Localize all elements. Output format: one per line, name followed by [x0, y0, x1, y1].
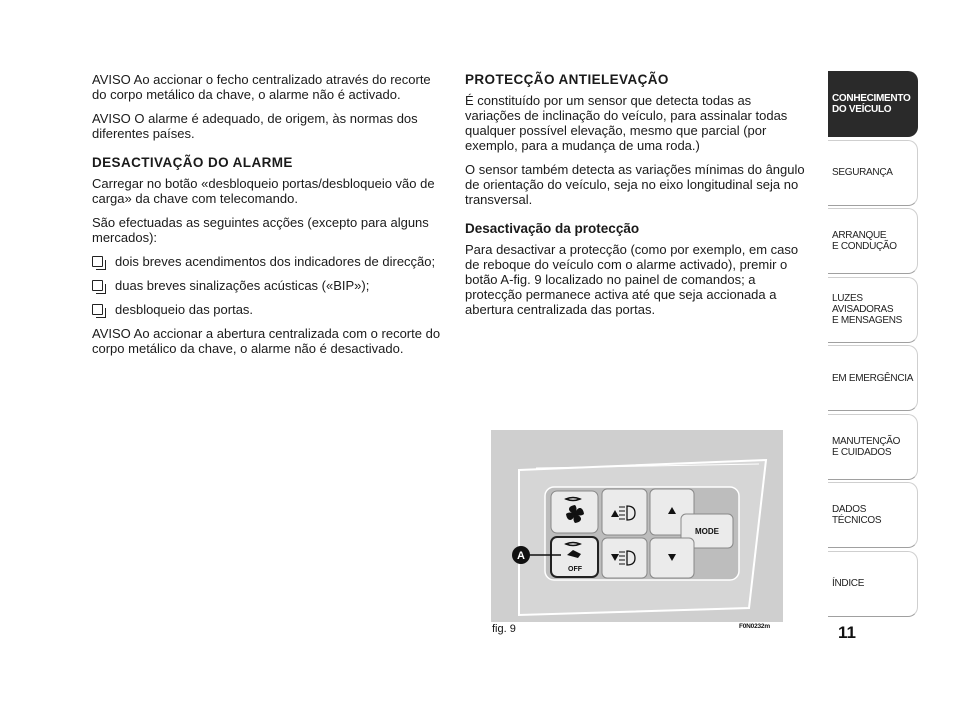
off-label: OFF — [568, 566, 582, 573]
notice-central-locking: AVISO Ao accionar o fecho centralizado através do recorte do corpo metálico da chave, o alarme não é activado. — [92, 72, 431, 102]
checkbox-bullet-icon — [92, 304, 103, 315]
heading-protection-deactivation: Desactivação da protecção — [465, 221, 640, 236]
headlight-up-button[interactable] — [602, 489, 647, 535]
paragraph-actions: São efectuadas as seguintes acções (excepto para alguns mercados): — [92, 215, 429, 245]
checkbox-bullet-icon — [92, 256, 103, 267]
tab-luzes-avisadoras[interactable]: LUZES AVISADORAS E MENSAGENS — [828, 277, 918, 343]
heading-anti-lift-protection: PROTECÇÃO ANTIELEVAÇÃO — [465, 72, 669, 87]
list-item — [92, 278, 444, 293]
figure-control-panel — [491, 430, 783, 622]
list-item-text: dois breves acendimentos dos indicadores de direcção; — [115, 254, 436, 269]
tab-dados-tecnicos[interactable]: DADOS TÉCNICOS — [828, 482, 918, 548]
tab-indice[interactable]: ÍNDICE — [828, 551, 918, 617]
chapter-sidebar — [828, 71, 918, 619]
figure-caption: fig. 9 — [492, 623, 516, 635]
checkbox-bullet-icon — [92, 280, 103, 291]
mode-label: MODE — [695, 527, 719, 536]
paragraph-sensor-description: É constituído por um sensor que detecta todas as variações de inclinação do veículo, para assinalar todas qualquer possível elevação, mesmo que parcial (por exemplo, para a mudança de uma roda.) — [465, 93, 788, 153]
callout-a-label: A — [517, 550, 525, 562]
figure-code: F0N0232m — [739, 623, 770, 630]
control-panel-illustration — [491, 430, 783, 622]
tab-seguranca[interactable]: SEGURANÇA — [828, 140, 918, 206]
right-column — [465, 72, 805, 326]
notice-central-opening: AVISO Ao accionar a abertura centralizada com o recorte do corpo metálico da chave, o alarme não é desactivado. — [92, 326, 441, 356]
paragraph-press-button: Carregar no botão «desbloqueio portas/desbloqueio vão de carga» da chave com telecomando. — [92, 176, 435, 206]
paragraph-deactivation-steps: Para desactivar a protecção (como por exemplo, em caso de reboque do veículo com o alarme activado), premir o botão A-fig. 9 localizado no painel de comandos; a protecção permanece activa até que seja accionada a abertura centralizada das portas. — [465, 242, 799, 317]
list-item-text: desbloqueio das portas. — [115, 302, 254, 317]
headlight-down-button[interactable] — [602, 538, 647, 578]
paragraph-sensor-angle: O sensor também detecta as variações mínimas do ângulo de orientação do veículo, seja no eixo longitudinal seja no transversal. — [465, 162, 805, 207]
tab-conhecimento-do-veiculo[interactable]: CONHECIMENTO DO VEÍCULO — [828, 71, 918, 137]
list-item — [92, 302, 444, 317]
tab-arranque-e-conducao[interactable]: ARRANQUE E CONDUÇÃO — [828, 208, 918, 274]
notice-standards: AVISO O alarme é adequado, de origem, às normas dos diferentes países. — [92, 111, 418, 141]
tab-em-emergencia[interactable]: EM EMERGÊNCIA — [828, 345, 918, 411]
tab-manutencao-e-cuidados[interactable]: MANUTENÇÃO E CUIDADOS — [828, 414, 918, 480]
page-number: 11 — [838, 623, 856, 642]
list-item-text: duas breves sinalizações acústicas («BIP»); — [115, 278, 370, 293]
left-column — [92, 72, 444, 365]
list-item — [92, 254, 444, 269]
heading-alarm-deactivation: DESACTIVAÇÃO DO ALARME — [92, 155, 293, 170]
